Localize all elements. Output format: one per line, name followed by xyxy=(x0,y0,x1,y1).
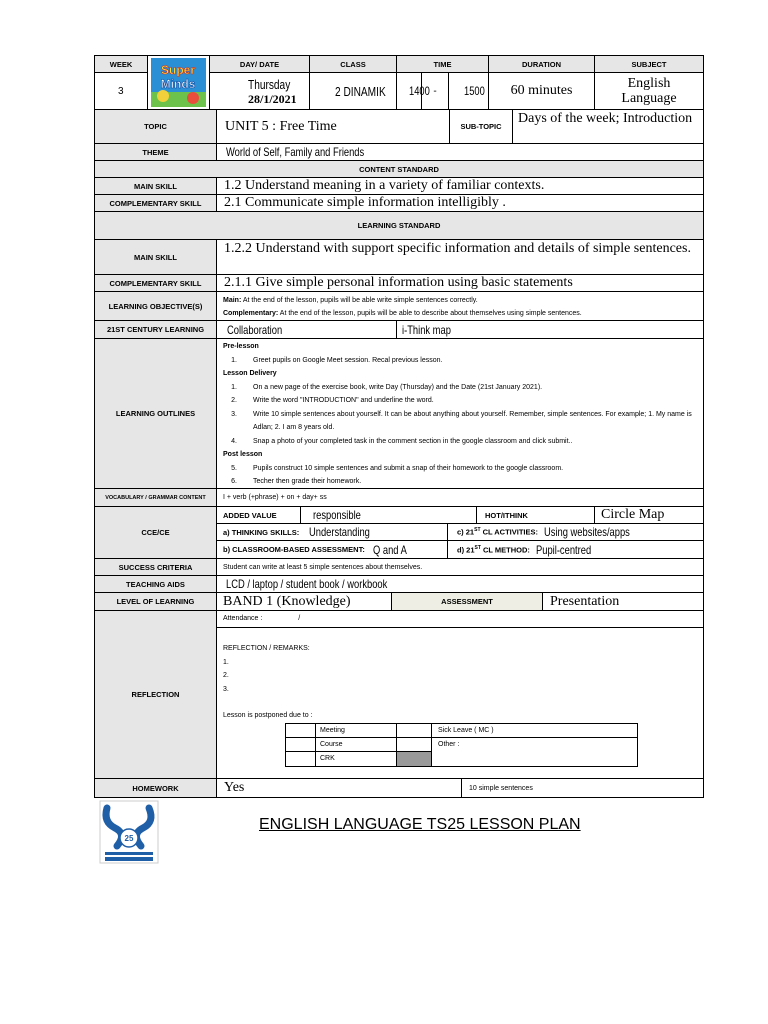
theme-value xyxy=(216,143,704,161)
book-cover-icon xyxy=(148,56,209,109)
svg-text:Super: Super xyxy=(160,63,196,77)
date-value: 28/1/2021 xyxy=(248,92,297,106)
time-start xyxy=(396,72,430,110)
vocab-label: VOCABULARY / GRAMMAR CONTENT xyxy=(94,488,217,507)
cl-activities-value: Using websites/apps xyxy=(544,525,630,539)
reason-meeting-checkbox[interactable] xyxy=(285,723,316,738)
objectives-label: LEARNING OBJECTIVE(S) xyxy=(94,291,217,321)
theme-text: World of Self, Family and Friends xyxy=(226,145,365,159)
content-standard-header: CONTENT STANDARD xyxy=(94,160,704,178)
delivery-list xyxy=(223,381,697,449)
ls-comp-skill-value: 2.1.1 Give simple personal information using basic statements xyxy=(216,274,704,292)
outline-item-number: 1. xyxy=(231,383,237,391)
subtopic-value: Days of the week; Introduction xyxy=(512,109,704,144)
aids-text: LCD / laptop / student book / workbook xyxy=(226,577,388,591)
outline-item-text: Greet pupils on Google Meet session. Recal previous lesson. xyxy=(253,356,443,364)
time-label: TIME xyxy=(396,55,489,73)
reflection-remarks-label: REFLECTION / REMARKS: xyxy=(223,645,310,652)
homework-detail: 10 simple sentences xyxy=(461,778,704,798)
thinking-skills-label: a) THINKING SKILLS: xyxy=(223,527,300,537)
level-label: LEVEL OF LEARNING xyxy=(94,592,217,611)
century-value-1 xyxy=(216,320,397,339)
class-label: CLASS xyxy=(309,55,397,73)
outline-item-text: Write 10 simple sentences about yourself. It can be about anything about yourself. Remember, simple sentences. For example; 1. My name is Adlan; 2. I am 8 years old. xyxy=(253,410,692,431)
outline-item xyxy=(223,462,697,476)
outline-item xyxy=(223,435,697,449)
cs-main-skill-value: 1.2 Understand meaning in a variety of familiar contexts. xyxy=(216,177,704,195)
time-start-text: 1400 xyxy=(409,84,430,98)
day-date-label: DAY/ DATE xyxy=(209,55,310,73)
svg-text:Minds: Minds xyxy=(160,77,196,91)
cs-main-skill-label: MAIN SKILL xyxy=(94,177,217,195)
outline-item-text: Pupils construct 10 simple sentences and submit a snap of their homework to the google classroom. xyxy=(253,464,564,472)
ts25-logo xyxy=(99,800,159,864)
added-value xyxy=(300,506,477,524)
outline-item-text: Snap a photo of your completed task in the comment section in the google classroom and click submit.. xyxy=(253,437,573,445)
success-value: Student can write at least 5 simple sentences about themselves. xyxy=(216,558,704,576)
attendance-separator: / xyxy=(298,615,301,622)
objective-main: Main: At the end of the lesson, pupils will be able write simple sentences correctly. xyxy=(223,297,478,304)
pre-lesson-title: Pre-lesson xyxy=(223,343,259,350)
week-number: 3 xyxy=(118,85,124,97)
reason-other: Other : xyxy=(431,737,638,767)
century-collab-text: Collaboration xyxy=(227,322,283,337)
outline-item xyxy=(223,381,697,395)
duration-value: 60 minutes xyxy=(488,72,595,110)
time-end-text: 1500 xyxy=(464,84,485,98)
reason-crk: CRK xyxy=(315,751,397,767)
objectives-value xyxy=(216,291,704,321)
time-separator: - xyxy=(421,72,449,110)
outlines-label: LEARNING OUTLINES xyxy=(94,338,217,489)
topic-value: UNIT 5 : Free Time xyxy=(216,109,450,144)
cl-method-value: Pupil-centred xyxy=(535,542,592,557)
day-value: Thursday xyxy=(248,77,291,92)
vocab-value: I + verb (+phrase) + on + day+ ss xyxy=(216,488,704,507)
class-name: 2 DINAMIK xyxy=(335,83,386,99)
week-label: WEEK xyxy=(94,55,148,73)
cba-value: Q and A xyxy=(372,542,407,557)
outline-item-number: 2. xyxy=(231,397,237,404)
cl-activities-label: c) 21ST CL ACTIVITIES: xyxy=(457,527,539,537)
attendance-label: Attendance : xyxy=(223,615,263,622)
reflection-line-3: 3. xyxy=(223,685,229,693)
class-value xyxy=(309,72,397,110)
reason-sick: Sick Leave ( MC ) xyxy=(431,723,638,738)
day-date-value xyxy=(209,72,310,110)
ls-main-skill-value: 1.2.2 Understand with support specific information and details of simple sentences. xyxy=(216,239,704,275)
outline-item-text: Write the word "INTRODUCTION" and underline the word. xyxy=(253,397,434,404)
cce-label: CCE/CE xyxy=(94,506,217,559)
assessment-label: ASSESSMENT xyxy=(391,592,543,611)
cs-comp-skill-label: COMPLEMENTARY SKILL xyxy=(94,194,217,212)
outline-item-number: 4. xyxy=(231,437,237,445)
delivery-title: Lesson Delivery xyxy=(223,370,277,377)
aids-value xyxy=(216,575,704,593)
reason-course-checkbox[interactable] xyxy=(285,737,316,752)
reason-crk-checkbox[interactable] xyxy=(285,751,316,767)
cl-method-label: d) 21ST CL METHOD: xyxy=(457,544,530,555)
topic-label: TOPIC xyxy=(94,109,217,144)
reflection-label: REFLECTION xyxy=(94,610,217,779)
reason-crk-shaded xyxy=(396,751,432,767)
success-label: SUCCESS CRITERIA xyxy=(94,558,217,576)
thinking-skills-value: Understanding xyxy=(309,525,371,539)
attendance-row xyxy=(216,610,704,628)
assessment-value: Presentation xyxy=(542,592,704,611)
added-value-text: responsible xyxy=(313,508,361,522)
week-value xyxy=(94,72,148,110)
outline-item-text: Techer then grade their homework. xyxy=(253,478,362,485)
outline-item xyxy=(223,354,697,368)
reason-course: Course xyxy=(315,737,397,752)
subject-value: English Language xyxy=(594,72,704,110)
outline-item-number: 5. xyxy=(231,464,237,472)
theme-label: THEME xyxy=(94,143,217,161)
reflection-line-2: 2. xyxy=(223,672,229,679)
homework-value: Yes xyxy=(216,778,462,798)
reason-sick-checkbox[interactable] xyxy=(396,723,432,738)
hot-ithink-label: HOT/ITHINK xyxy=(476,506,595,524)
objective-complementary: Complementary: At the end of the lesson, pupils will be able to describe about themselves using simple sentences. xyxy=(223,310,582,317)
classroom-assessment xyxy=(216,540,448,559)
cl-method xyxy=(447,540,704,559)
post-lesson-title: Post lesson xyxy=(223,451,263,458)
outline-item-number: 6. xyxy=(231,478,237,485)
subject-label: SUBJECT xyxy=(594,55,704,73)
cs-comp-skill-value: 2.1 Communicate simple information intelligibly . xyxy=(216,194,704,212)
outline-item-text: On a new page of the exercise book, write Day (Thursday) and the Date (21st January 2021). xyxy=(253,383,543,391)
ts25-logo-icon xyxy=(99,800,159,864)
added-value-label: ADDED VALUE xyxy=(216,506,301,524)
post-lesson-list xyxy=(223,462,697,489)
pre-lesson-list xyxy=(223,354,697,368)
book-cover-image xyxy=(147,55,210,110)
level-value: BAND 1 (Knowledge) xyxy=(216,592,392,611)
ls-main-skill-label: MAIN SKILL xyxy=(94,239,217,275)
century-value-2 xyxy=(396,320,704,339)
homework-label: HOMEWORK xyxy=(94,778,217,798)
duration-label: DURATION xyxy=(488,55,595,73)
thinking-skills xyxy=(216,523,448,541)
time-end xyxy=(448,72,489,110)
aids-label: TEACHING AIDS xyxy=(94,575,217,593)
ls-comp-skill-label: COMPLEMENTARY SKILL xyxy=(94,274,217,292)
outline-item-number: 1. xyxy=(231,356,237,364)
subtopic-label: SUB-TOPIC xyxy=(449,109,513,144)
outlines-content xyxy=(216,338,704,489)
outline-item-number: 3. xyxy=(231,410,237,418)
hot-ithink-value: Circle Map xyxy=(594,506,704,524)
outline-item xyxy=(223,408,697,435)
outline-item xyxy=(223,475,697,489)
outline-item xyxy=(223,394,697,408)
cba-label: b) CLASSROOM-BASED ASSESSMENT: xyxy=(223,545,365,554)
reason-meeting: Meeting xyxy=(315,723,397,738)
reflection-line-1: 1. xyxy=(223,658,229,666)
footer-title: ENGLISH LANGUAGE TS25 LESSON PLAN xyxy=(259,816,581,833)
cl-activities xyxy=(447,523,704,541)
century-ithink-text: i-Think map xyxy=(402,322,451,337)
learning-standard-header: LEARNING STANDARD xyxy=(94,211,704,240)
postponed-label: Lesson is postponed due to : xyxy=(223,712,313,719)
century-learning-label: 21ST CENTURY LEARNING xyxy=(94,320,217,339)
logo-number: 25 xyxy=(124,834,134,843)
